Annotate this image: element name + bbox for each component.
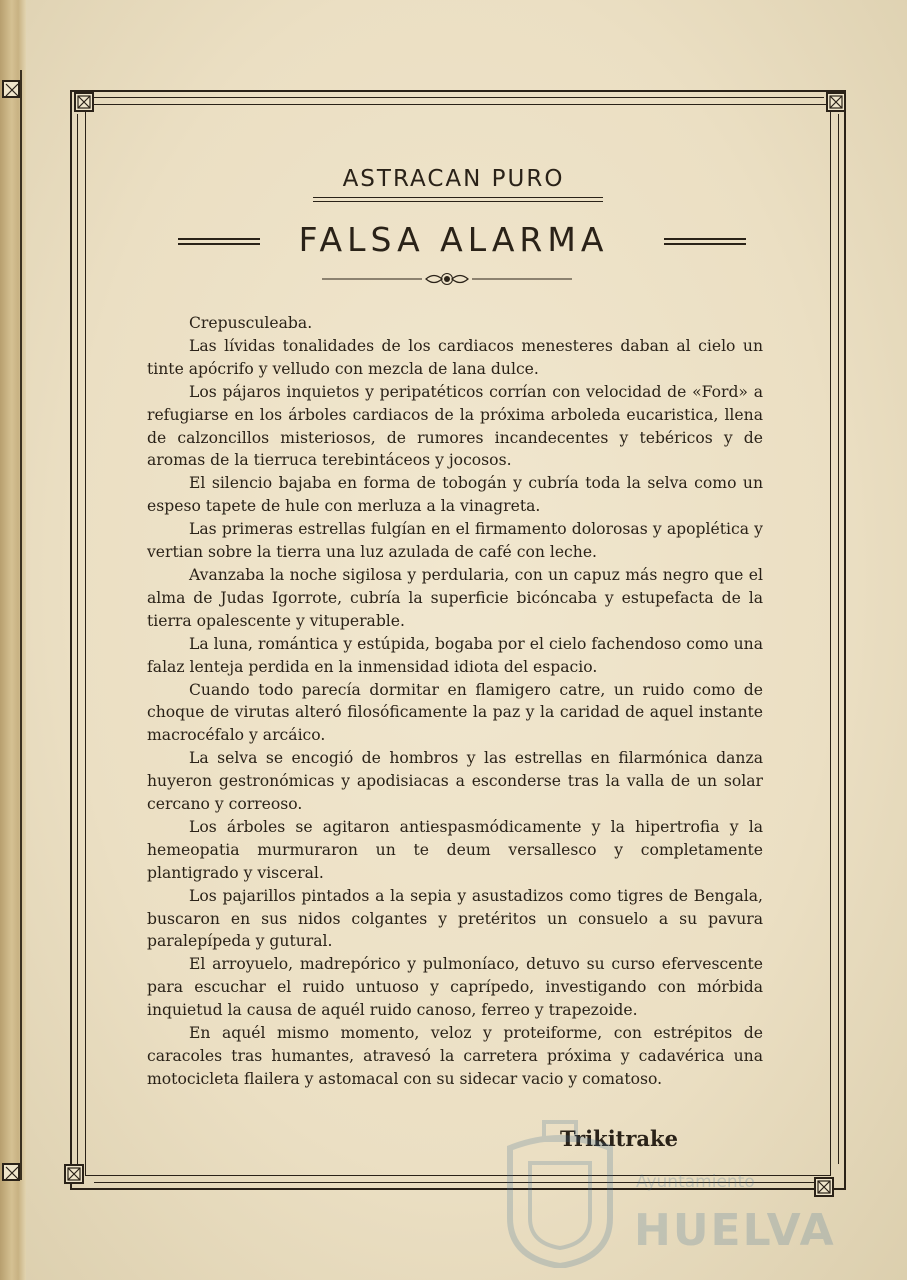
divider-ornament-icon — [322, 270, 572, 288]
paragraph: El arroyuelo, madrepórico y pulmoníaco, detuvo su curso efervescente para escuchar el ruido untuoso y caprípedo, investigando con mórbida inquietud la causa de aquél ruido canoso, ferreo y trapezoide. — [147, 955, 763, 1020]
corner-ornament-bottom-right-icon — [814, 1177, 834, 1197]
city-seal-watermark-icon — [500, 1118, 620, 1268]
paragraph: El silencio bajaba en forma de tobogán y cubría toda la selva como un espeso tapete de hule con merluza a la vinagreta. — [147, 474, 763, 516]
top-rule — [94, 97, 824, 98]
article-body — [147, 312, 763, 1091]
binding-corner-top-icon — [2, 80, 20, 98]
title-rule-right — [664, 238, 746, 245]
author-signature: Trikitrake — [560, 1126, 678, 1151]
corner-ornament-top-left-icon — [74, 92, 94, 112]
paragraph: Cuando todo parecía dormitar en flamigero catre, un ruido como de choque de virutas alteró filosóficamente la paz y la caridad de aquel instante macrocéfalo y arcáico. — [147, 680, 763, 745]
paragraph: Avanzaba la noche sigilosa y perdularia, con un capuz más negro que el alma de Judas Igorrote, cubría la superficie bicóncaba y estupefacta de la tierra opalescente y vituperable. — [147, 565, 763, 630]
paragraph: Crepusculeaba. — [189, 314, 313, 332]
paragraph: Las lívidas tonalidades de los cardiacos menesteres daban al cielo un tinte apócrifo y velludo con mezcla de lana dulce. — [147, 336, 763, 378]
section-kicker: ASTRACAN PURO — [342, 166, 565, 192]
paragraph: Los pájaros inquietos y peripatéticos corrían con velocidad de «Ford» a refugiarse en los árboles cardiacos de la próxima arboleda eucaristica, llena de calzoncillos misteriosos, de rumores incandecentes y tebéricos y de aromas de la tierruca terebintáceos y jocosos. — [147, 382, 763, 470]
left-rule — [77, 114, 78, 1164]
article-title: FALSA ALARMA — [298, 220, 609, 259]
paragraph: Las primeras estrellas fulgían en el firmamento dolorosas y apoplética y vertian sobre la tierra una luz azulada de café con leche. — [147, 520, 763, 562]
paragraph: Los pajarillos pintados a la sepia y asustadizos como tigres de Bengala, buscaron en sus nidos colgantes y pretéritos un consuelo a su pavura paralepípeda y gutural. — [147, 886, 763, 951]
book-binding — [0, 0, 26, 1280]
paragraph: La luna, romántica y estúpida, bogaba por el cielo fachendoso como una falaz lenteja perdida en la inmensidad idiota del espacio. — [147, 634, 763, 676]
watermark-city: HUELVA — [634, 1205, 836, 1256]
paragraph: En aquél mismo momento, veloz y proteiforme, con estrépitos de caracoles tras humantes, atravesó la carretera próxima y cadavérica una motocicleta flailera y astomacal con su sidecar vacio y comatoso. — [147, 1024, 763, 1088]
corner-ornament-bottom-left-icon — [64, 1164, 84, 1184]
kicker-underline — [313, 197, 603, 202]
right-rule — [838, 114, 839, 1164]
binding-corner-bottom-icon — [2, 1163, 20, 1181]
corner-ornament-top-right-icon — [826, 92, 846, 112]
paragraph: Los árboles se agitaron antiespasmódicamente y la hipertrofia y la hemeopatia murmuraron un te deum versallesco y completamente plantigrado y visceral. — [147, 817, 763, 882]
watermark-institution: Ayuntamiento — [636, 1172, 755, 1192]
paragraph: La selva se encogió de hombros y las estrellas en filarmónica danza huyeron gestronómicas y apodisiacas a esconderse tras la valla de un solar cercano y correoso. — [147, 749, 763, 814]
